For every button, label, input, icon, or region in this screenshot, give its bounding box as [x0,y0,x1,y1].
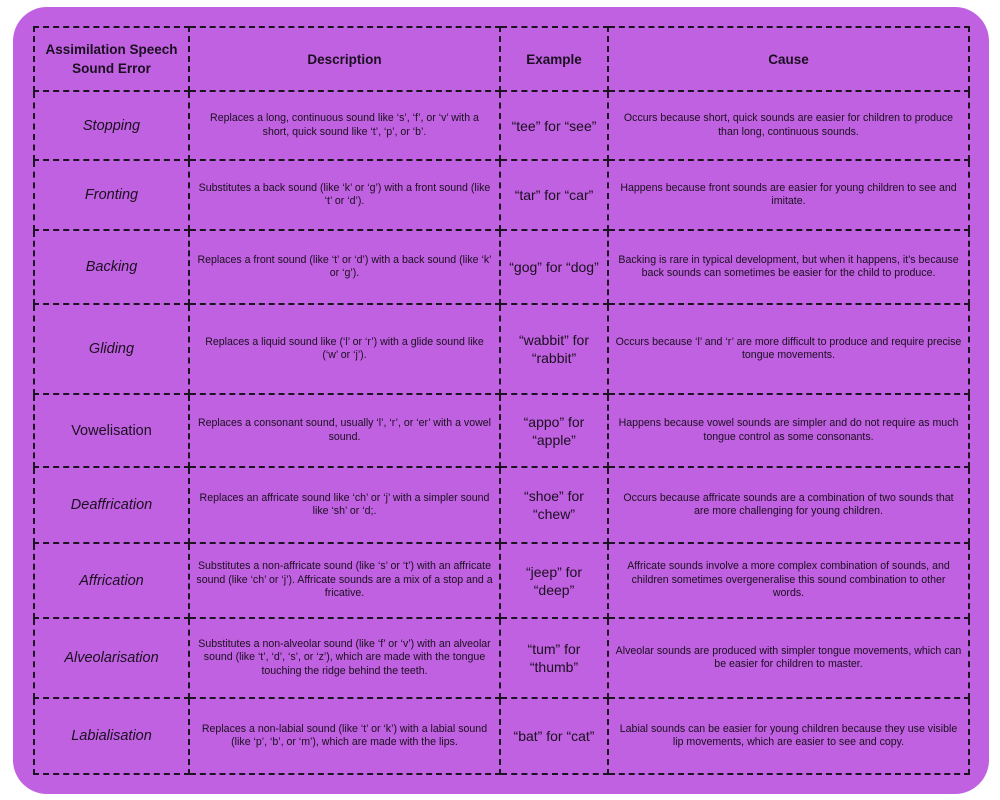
example-cell: “wabbit” for “rabbit” [500,304,608,394]
term-cell: Deaffrication [34,467,189,543]
description-cell: Substitutes a non-affricate sound (like ‘s’ or ‘t’) with an affricate sound (like ‘ch’ or ‘j’). Affricate sounds are a mix of a stop and a fricative. [189,543,500,618]
example-cell: “jeep” for “deep” [500,543,608,618]
table-row [34,160,969,230]
table-row [34,698,969,774]
example-cell: “tar” for “car” [500,160,608,230]
term-cell: Gliding [34,304,189,394]
example-cell: “tee” for “see” [500,91,608,160]
cause-cell: Occurs because short, quick sounds are easier for children to produce than long, continuous sounds. [608,91,969,160]
table-row [34,394,969,467]
example-cell: “tum” for “thumb” [500,618,608,698]
description-cell: Replaces a long, continuous sound like ‘s’, ‘f’, or ‘v’ with a short, quick sound like ‘t’, ‘p’, or ‘b’. [189,91,500,160]
header-row [34,27,969,91]
header-description: Description [189,27,500,91]
table-row [34,91,969,160]
term-cell: Stopping [34,91,189,160]
table-row [34,543,969,618]
cause-cell: Alveolar sounds are produced with simpler tongue movements, which can be easier for children to master. [608,618,969,698]
cause-cell: Backing is rare in typical development, but when it happens, it’s because back sounds can sometimes be easier for the child to produce. [608,230,969,304]
example-cell: “appo” for “apple” [500,394,608,467]
example-cell: “gog” for “dog” [500,230,608,304]
term-cell: Labialisation [34,698,189,774]
term-cell: Vowelisation [34,394,189,467]
example-cell: “shoe” for “chew” [500,467,608,543]
speech-sound-error-table [33,26,970,775]
description-cell: Substitutes a non-alveolar sound (like ‘f’ or ‘v’) with an alveolar sound (like ‘t’, ‘d’, ‘s’, or ‘z’), which are made with the tongue touching the ridge behind the teeth. [189,618,500,698]
description-cell: Replaces a front sound (like ‘t’ or ‘d’) with a back sound (like ‘k’ or ‘g’). [189,230,500,304]
cause-cell: Labial sounds can be easier for young children because they use visible lip movements, which are easier to see and copy. [608,698,969,774]
header-error: Assimilation Speech Sound Error [34,27,189,91]
table-row [34,618,969,698]
table-row [34,304,969,394]
table-row [34,467,969,543]
table-row [34,230,969,304]
header-example: Example [500,27,608,91]
cause-cell: Occurs because affricate sounds are a combination of two sounds that are more challenging for young children. [608,467,969,543]
cause-cell: Occurs because ‘l’ and ‘r’ are more difficult to produce and require precise tongue movements. [608,304,969,394]
term-cell: Affrication [34,543,189,618]
description-cell: Replaces a non-labial sound (like ‘t’ or ‘k’) with a labial sound (like ‘p’, ‘b’, or ‘m’), which are made with the lips. [189,698,500,774]
term-cell: Backing [34,230,189,304]
cause-cell: Happens because vowel sounds are simpler and do not require as much tongue control as some consonants. [608,394,969,467]
term-cell: Alveolarisation [34,618,189,698]
cause-cell: Affricate sounds involve a more complex combination of sounds, and children sometimes overgeneralise this sound combination to other words. [608,543,969,618]
description-cell: Substitutes a back sound (like ‘k’ or ‘g’) with a front sound (like ‘t’ or ‘d’). [189,160,500,230]
description-cell: Replaces a consonant sound, usually ‘l’, ‘r’, or ‘er’ with a vowel sound. [189,394,500,467]
description-cell: Replaces an affricate sound like ‘ch’ or ‘j’ with a simpler sound like ‘sh’ or ‘d;. [189,467,500,543]
cause-cell: Happens because front sounds are easier for young children to see and imitate. [608,160,969,230]
term-cell: Fronting [34,160,189,230]
description-cell: Replaces a liquid sound like (‘l’ or ‘r’) with a glide sound like (‘w’ or ‘j’). [189,304,500,394]
header-cause: Cause [608,27,969,91]
example-cell: “bat” for “cat” [500,698,608,774]
